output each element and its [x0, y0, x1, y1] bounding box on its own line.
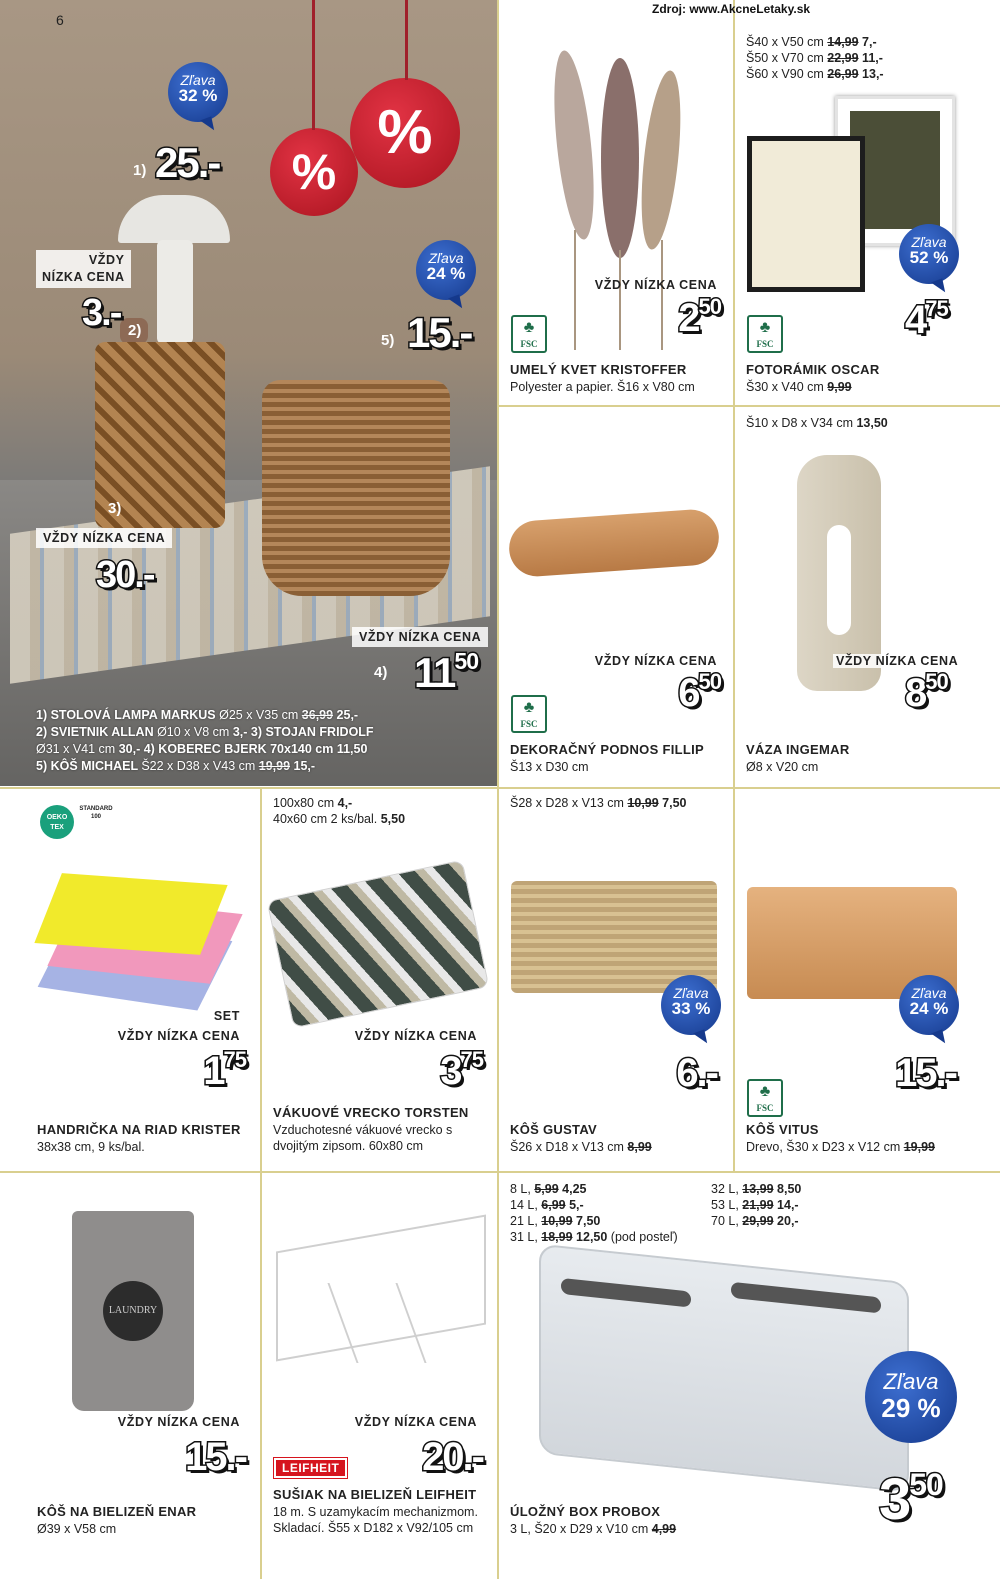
lamp-base: [157, 240, 193, 344]
fsc-logo: ♣ FSC: [511, 315, 547, 353]
size-line: Š60 x V90 cm 26,99 13,-: [746, 67, 884, 81]
price-enar: 15.-: [185, 1435, 246, 1479]
price-candle-holder: 3.-: [82, 292, 121, 334]
set-label: SET: [213, 1009, 240, 1023]
price-stool: 30.-: [96, 554, 154, 596]
product-desc: Ø39 x V58 cm: [37, 1522, 117, 1536]
always-low-label: VŽDY NÍZKA CENA: [117, 1029, 240, 1043]
fsc-logo: ♣ FSC: [747, 315, 783, 353]
always-low-label: VŽDY NÍZKA CENA: [594, 654, 717, 668]
badge-word: Zľava: [180, 72, 216, 88]
discount-badge: Zľava 52 %: [899, 224, 959, 284]
badge-percent: 29 %: [881, 1393, 941, 1423]
product-name: VÁZA INGEMAR: [746, 742, 850, 757]
price-kristoffer: $2^{50}$: [678, 294, 721, 340]
caption-line: Ø31 x V41 cm 30,- 4) KOBEREC BJERK 70x140 cm 11,50: [36, 742, 368, 756]
product-desc: Vzduchotesné vákuové vrecko s dvojitým zipsom. 60x80 cm: [273, 1123, 453, 1153]
storage-box-image: [539, 1244, 909, 1493]
always-low-label: VŽDY NÍZKA CENA: [117, 1415, 240, 1429]
price-fillip: $6^{50}$: [678, 669, 721, 715]
product-desc: Š26 x D18 x V13 cm 8,99: [510, 1140, 652, 1154]
item-number-2: 2): [128, 322, 142, 339]
size-list: [746, 34, 884, 82]
product-name: UMELÝ KVET KRISTOFFER: [510, 362, 687, 377]
always-low-label: VŽDY NÍZKA CENA: [36, 528, 172, 548]
item-number-5: 5): [381, 332, 395, 349]
vacuum-bag-image: [267, 860, 490, 1029]
size-line: 40x60 cm 2 ks/bal. 5,50: [273, 812, 406, 826]
tag-string: [405, 0, 408, 80]
always-low-label: [36, 250, 131, 288]
product-name: FOTORÁMIK OSCAR: [746, 362, 880, 377]
size-line: 14 L, 6,99 5,-: [510, 1198, 584, 1212]
size-line: Š28 x D28 x V13 cm 10,99 7,50: [510, 796, 687, 810]
discount-badge: [416, 240, 476, 300]
price-oscar: $4^{75}$: [905, 296, 948, 342]
product-krister: [0, 789, 260, 1171]
product-oscar: [735, 0, 1000, 405]
always-low-label: VŽDY NÍZKA CENA: [354, 1029, 477, 1043]
size-line: 32 L, 13,99 8,50: [711, 1182, 802, 1196]
price-krister: $1^{75}$: [203, 1047, 246, 1093]
product-probox: [499, 1173, 1000, 1579]
always-low-label: VŽDY NÍZKA CENA: [352, 627, 488, 647]
product-name: DEKORAČNÝ PODNOS FILLIP: [510, 742, 704, 757]
label-line: VŽDY: [88, 253, 125, 267]
page-number: 6: [56, 12, 64, 28]
size-list: [273, 795, 405, 827]
always-low-label: VŽDY NÍZKA CENA: [354, 1415, 477, 1429]
product-fillip: [499, 407, 733, 787]
product-desc: Š13 x D30 cm: [510, 760, 589, 774]
oeko-tex-logo: OEKO TEX: [40, 805, 74, 839]
price-ingemar: $8^{50}$: [905, 669, 948, 715]
discount-badge: Zľava 24 %: [899, 975, 959, 1035]
size-line: 8 L, 5,99 4,25: [510, 1182, 587, 1196]
percent-sign: %: [377, 98, 433, 167]
lamp-image: [118, 195, 230, 243]
cloth-image: [34, 873, 227, 955]
product-ingemar: [735, 407, 1000, 787]
product-kristoffer: [499, 0, 733, 405]
product-vitus: [735, 789, 1000, 1171]
product-desc: 38x38 cm, 9 ks/bal.: [37, 1140, 145, 1154]
discount-badge-large: [865, 1351, 957, 1443]
caption-line: 5) KÔŠ MICHAEL Š22 x D38 x V43 cm 19,99 15,-: [36, 759, 316, 773]
basket-image: [262, 380, 450, 596]
caption-line: 1) STOLOVÁ LAMPA MARKUS Ø25 x V35 cm 36,99 25,-: [36, 708, 359, 722]
badge-percent: 24 %: [426, 264, 466, 283]
product-leifheit: [262, 1173, 497, 1579]
always-low-label: VŽDY NÍZKA CENA: [833, 654, 961, 668]
discount-badge: [168, 62, 228, 122]
price-main: 11: [414, 649, 455, 696]
fsc-logo: ♣ FSC: [511, 695, 547, 733]
product-enar: [0, 1173, 260, 1579]
badge-word: Zľava: [428, 250, 464, 266]
label-line: NÍZKA CENA: [42, 270, 125, 284]
size-line: 100x80 cm 4,-: [273, 796, 353, 810]
product-name: ÚLOŽNÝ BOX PROBOX: [510, 1504, 661, 1519]
product-desc: 3 L, Š20 x D29 x V10 cm 4,99: [510, 1522, 677, 1536]
percent-tag-large: [350, 78, 460, 188]
item-number-1: 1): [133, 162, 147, 179]
price-leifheit: 20.-: [422, 1435, 483, 1479]
pampas-image: [539, 50, 689, 350]
leifheit-logo: LEIFHEIT: [274, 1458, 347, 1478]
product-desc: Š30 x V40 cm 9,99: [746, 380, 852, 394]
item-number-4: 4): [374, 664, 388, 681]
product-name: VÁKUOVÉ VRECKO TORSTEN: [273, 1105, 469, 1120]
item-number-3: 3): [108, 500, 122, 517]
size-line: Š40 x V50 cm 14,99 7,-: [746, 35, 877, 49]
percent-tag-small: [270, 128, 358, 216]
badge-word: Zľava: [883, 1369, 939, 1394]
size-line: 70 L, 29,99 20,-: [711, 1214, 799, 1228]
product-name: HANDRIČKA NA RIAD KRISTER: [37, 1122, 241, 1137]
always-low-label: VŽDY NÍZKA CENA: [594, 278, 717, 292]
size-list-right: [711, 1181, 801, 1229]
percent-sign: %: [291, 144, 337, 200]
size-line: 53 L, 21,99 14,-: [711, 1198, 799, 1212]
product-gustav: [499, 789, 733, 1171]
frame-image-front: [747, 136, 865, 292]
price-gustav: 6.-: [676, 1051, 717, 1095]
price-rug: [414, 648, 479, 696]
caption-line: 2) SVIETNIK ALLAN Ø10 x V8 cm 3,- 3) STOJAN FRIDOLF: [36, 725, 374, 739]
product-torsten: [262, 789, 497, 1171]
size-line: Š10 x D8 x V34 cm 13,50: [746, 416, 888, 430]
product-desc: Ø8 x V20 cm: [746, 760, 819, 774]
price-vitus: 15.-: [895, 1051, 956, 1095]
tag-string: [312, 0, 315, 130]
badge-percent: 32 %: [178, 86, 218, 105]
price-torsten: $3^{75}$: [440, 1047, 483, 1093]
tray-image: [507, 508, 720, 579]
hero-section: [0, 0, 497, 786]
product-name: KÔŠ GUSTAV: [510, 1122, 598, 1137]
laundry-print: LAUNDRY: [103, 1281, 163, 1341]
oeko-standard: STANDARD 100: [79, 806, 113, 820]
discount-badge: Zľava 33 %: [661, 975, 721, 1035]
product-name: SUŠIAK NA BIELIZEŇ LEIFHEIT: [273, 1487, 477, 1502]
hero-caption: [36, 707, 374, 775]
product-desc: Drevo, Š30 x D23 x V12 cm 19,99: [746, 1140, 935, 1154]
product-name: KÔŠ VITUS: [746, 1122, 819, 1137]
size-line: 21 L, 10,99 7,50: [510, 1214, 601, 1228]
price-lamp: 25.-: [155, 139, 220, 186]
laundry-basket-image: [72, 1211, 194, 1411]
source-note: Zdroj: www.AkcneLetaky.sk: [652, 2, 811, 16]
product-desc: 18 m. S uzamykacím mechanizmom. Skladací. Š55 x D182 x V92/105 cm: [273, 1505, 478, 1535]
price-probox: $3^{50}$: [879, 1466, 943, 1532]
size-line: Š50 x V70 cm 22,99 11,-: [746, 51, 883, 65]
size-list-left: [510, 1181, 678, 1245]
product-name: KÔŠ NA BIELIZEŇ ENAR: [37, 1504, 197, 1519]
price-basket: 15.-: [407, 309, 472, 356]
fsc-logo: ♣ FSC: [747, 1079, 783, 1117]
size-line: 31 L, 18,99 12,50 (pod posteľ): [510, 1230, 678, 1244]
price-decimal: 50: [454, 648, 479, 674]
product-desc: Polyester a papier. Š16 x V80 cm: [510, 380, 695, 394]
